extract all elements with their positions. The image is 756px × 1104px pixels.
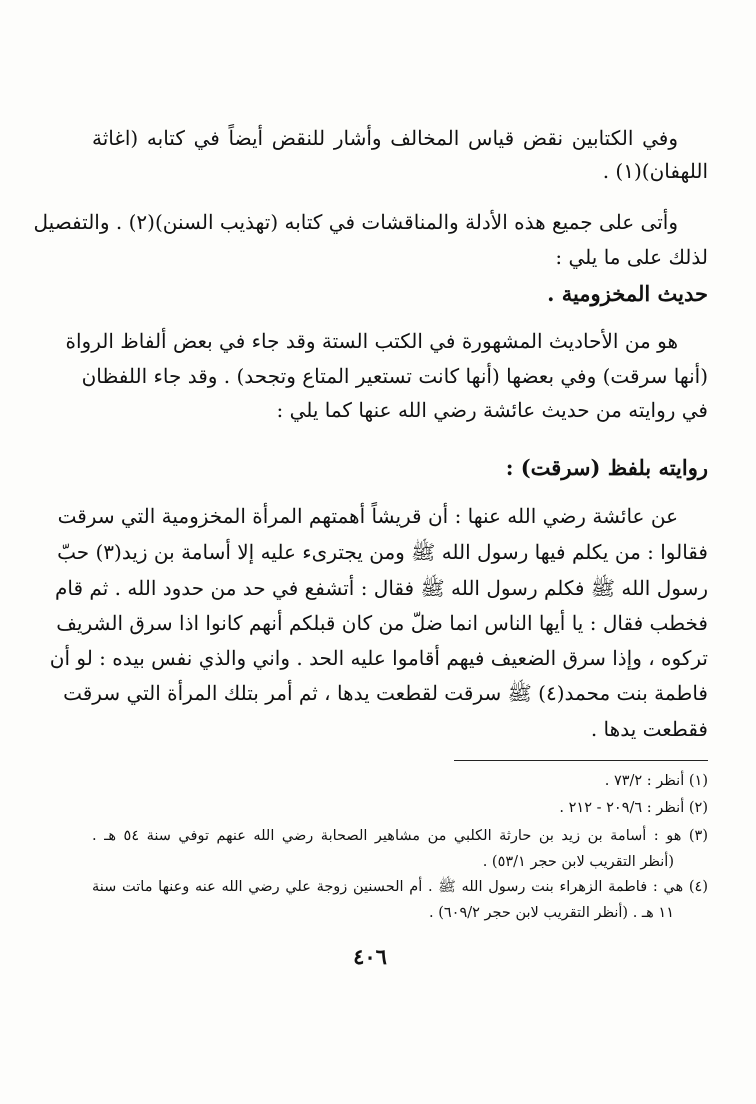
footnote-divider bbox=[454, 760, 708, 761]
footnote-3-line-1: (٣) هو : أسامة بن زيد بن حارثة الكلبي من مشاهير الصحابة رضي الله عنهم توفي سنة ٥٤ هـ . bbox=[92, 828, 708, 844]
paragraph-4-line-2: فقالوا : من يكلم فيها رسول الله ﷺ ومن يجترىء عليه إلا أسامة بن زيد(٣) حبّ bbox=[57, 540, 708, 564]
section-heading-sarakat: روايته بلفظ (سرقت) : bbox=[505, 455, 708, 480]
footnote-2: (٢) أنظر : ٢٠٩/٦ - ٢١٢ . bbox=[559, 800, 708, 816]
section-heading-makhzumiya: حديث المخزومية . bbox=[547, 281, 708, 306]
paragraph-3-line-1: هو من الأحاديث المشهورة في الكتب الستة وقد جاء في بعض ألفاظ الرواة bbox=[65, 329, 678, 353]
footnote-3-line-2: (أنظر التقريب لابن حجر ٥٣/١) . bbox=[482, 854, 674, 870]
paragraph-2-line-1: وأتى على جميع هذه الأدلة والمناقشات في كتابه (تهذيب السنن)(٢) . والتفصيل bbox=[33, 210, 678, 234]
footnote-4-line-1: (٤) هي : فاطمة الزهراء بنت رسول الله ﷺ . أم الحسنين زوجة علي رضي الله عنه وعنها ماتت سنة bbox=[92, 879, 708, 895]
paragraph-4-line-6: فاطمة بنت محمد(٤) ﷺ سرقت لقطعت يدها ، ثم أمر بتلك المرأة التي سرقت bbox=[63, 681, 708, 705]
paragraph-1-line-2: اللهفان)(١) . bbox=[602, 159, 708, 183]
page-number: ٤٠٦ bbox=[353, 944, 387, 969]
paragraph-3-line-2: (أنها سرقت) وفي بعضها (أنها كانت تستعير المتاع وتجحد) . وقد جاء اللفظان bbox=[81, 364, 708, 388]
paragraph-4-line-5: تركوه ، وإذا سرق الضعيف فيهم أقاموا عليه الحد . واني والذي نفس بيده : لو أن bbox=[49, 646, 708, 670]
paragraph-4-line-7: فقطعت يدها . bbox=[590, 717, 708, 741]
paragraph-1-line-1: وفي الكتابين نقض قياس المخالف وأشار للنقض أيضاً في كتابه (اغاثة bbox=[92, 126, 678, 150]
footnote-1: (١) أنظر : ٧٣/٢ . bbox=[604, 773, 708, 789]
footnote-4-line-2: ١١ هـ . (أنظر التقريب لابن حجر ٦٠٩/٢) . bbox=[429, 905, 674, 921]
paragraph-2-line-2: لذلك على ما يلي : bbox=[555, 245, 708, 269]
paragraph-4-line-3: رسول الله ﷺ فكلم رسول الله ﷺ فقال : أتشفع في حد من حدود الله . ثم قام bbox=[55, 576, 708, 600]
paragraph-4-line-4: فخطب فقال : يا أيها الناس انما ضلّ من كان قبلكم أنهم كانوا اذا سرق الشريف bbox=[56, 611, 708, 635]
paragraph-4-line-1: عن عائشة رضي الله عنها : أن قريشاً أهمتهم المرأة المخزومية التي سرقت bbox=[57, 504, 678, 528]
paragraph-3-line-3: في روايته من حديث عائشة رضي الله عنها كما يلي : bbox=[276, 398, 708, 422]
